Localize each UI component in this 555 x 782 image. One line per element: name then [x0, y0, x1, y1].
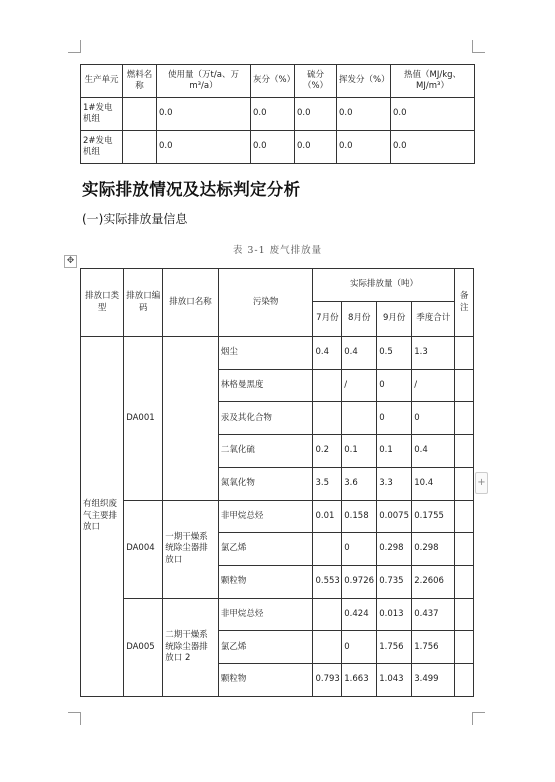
fuel-usage-table	[80, 64, 475, 164]
pollutant-cell: 林格曼黑度	[218, 369, 313, 402]
fuel-cell: 0.0	[295, 98, 337, 131]
crop-mark-bottom-right	[472, 712, 485, 725]
fuel-cell: 0.0	[157, 131, 251, 164]
value-cell: 0.437	[412, 598, 455, 631]
value-cell: 1.663	[342, 664, 377, 697]
header-pollutant: 污染物	[218, 269, 313, 337]
value-cell	[313, 369, 342, 402]
note-cell	[455, 337, 474, 370]
fuel-cell: 0.0	[251, 131, 295, 164]
pollutant-cell: 颗粒物	[218, 664, 313, 697]
note-cell	[455, 598, 474, 631]
pollutant-cell: 非甲烷总烃	[218, 500, 313, 533]
value-cell: 0.1	[342, 435, 377, 468]
header-outlet-type: 排放口类型	[81, 269, 124, 337]
value-cell: 0.1	[377, 435, 412, 468]
outlet-type-cell: 有组织废气主要排放口	[81, 337, 124, 697]
value-cell: 1.756	[377, 631, 412, 664]
fuel-header-cell: 挥发分（%）	[337, 65, 391, 98]
note-cell	[455, 500, 474, 533]
value-cell: 10.4	[412, 467, 455, 500]
fuel-cell: 0.0	[391, 131, 475, 164]
header-month: 8月份	[342, 302, 377, 337]
subsection-title: (一)实际排放量信息	[82, 212, 188, 226]
pollutant-cell: 颗粒物	[218, 566, 313, 599]
header-month: 9月份	[377, 302, 412, 337]
section-title: 实际排放情况及达标判定分析	[82, 180, 301, 199]
header-actual-emission: 实际排放量（吨）	[313, 269, 455, 302]
value-cell: 0.424	[342, 598, 377, 631]
header-month: 7月份	[313, 302, 342, 337]
fuel-cell: 0.0	[251, 98, 295, 131]
value-cell: 3.499	[412, 664, 455, 697]
value-cell: 0.0075	[377, 500, 412, 533]
header-outlet-code: 排放口编码	[124, 269, 163, 337]
value-cell: 0.298	[377, 533, 412, 566]
value-cell: 0.735	[377, 566, 412, 599]
value-cell: 0.553	[313, 566, 342, 599]
value-cell: /	[412, 369, 455, 402]
outlet-name-cell: 一期干燥系统除尘器排放口	[163, 500, 219, 598]
pollutant-cell: 汞及其化合物	[218, 402, 313, 435]
table-row	[81, 98, 475, 131]
table-row	[81, 598, 474, 631]
value-cell: 3.5	[313, 467, 342, 500]
add-row-icon[interactable]: +	[475, 472, 488, 494]
header-month: 季度合计	[412, 302, 455, 337]
value-cell: 0.4	[412, 435, 455, 468]
fuel-cell: 1#发电机组	[81, 98, 123, 131]
value-cell: 0	[377, 369, 412, 402]
outlet-code-cell: DA004	[124, 500, 163, 598]
outlet-name-cell	[163, 337, 219, 501]
table-row	[81, 337, 474, 370]
fuel-cell	[123, 131, 157, 164]
fuel-header-cell: 灰分（%）	[251, 65, 295, 98]
pollutant-cell: 氯乙烯	[218, 631, 313, 664]
note-cell	[455, 533, 474, 566]
value-cell: 0.01	[313, 500, 342, 533]
fuel-cell: 0.0	[337, 98, 391, 131]
pollutant-cell: 非甲烷总烃	[218, 598, 313, 631]
note-cell	[455, 369, 474, 402]
note-cell	[455, 631, 474, 664]
crop-mark-top-right	[472, 40, 485, 53]
table-row	[81, 131, 475, 164]
note-cell	[455, 402, 474, 435]
fuel-header-cell: 燃料名称	[123, 65, 157, 98]
crop-mark-top-left	[68, 40, 81, 53]
crop-mark-bottom-left	[68, 712, 81, 725]
pollutant-cell: 氮氧化物	[218, 467, 313, 500]
value-cell	[313, 598, 342, 631]
fuel-header-cell: 使用量（万t/a、万m³/a）	[157, 65, 251, 98]
pollutant-cell: 二氧化硫	[218, 435, 313, 468]
value-cell	[313, 402, 342, 435]
fuel-header-cell: 硫分（%）	[295, 65, 337, 98]
pollutant-cell: 烟尘	[218, 337, 313, 370]
value-cell: 0.1755	[412, 500, 455, 533]
value-cell: 0.158	[342, 500, 377, 533]
value-cell: 0.4	[342, 337, 377, 370]
value-cell: 1.756	[412, 631, 455, 664]
value-cell: 2.2606	[412, 566, 455, 599]
value-cell: 3.3	[377, 467, 412, 500]
value-cell: 0	[342, 631, 377, 664]
fuel-cell: 0.0	[295, 131, 337, 164]
move-handle-icon[interactable]: ✥	[64, 255, 77, 268]
fuel-cell: 2#发电机组	[81, 131, 123, 164]
value-cell: 0.5	[377, 337, 412, 370]
value-cell: 0.9726	[342, 566, 377, 599]
value-cell: 0.013	[377, 598, 412, 631]
fuel-cell: 0.0	[391, 98, 475, 131]
outlet-code-cell: DA005	[124, 598, 163, 696]
fuel-cell	[123, 98, 157, 131]
note-cell	[455, 664, 474, 697]
value-cell	[342, 402, 377, 435]
fuel-header-cell: 生产单元	[81, 65, 123, 98]
header-outlet-name: 排放口名称	[163, 269, 219, 337]
value-cell: 0.2	[313, 435, 342, 468]
value-cell: 0.298	[412, 533, 455, 566]
value-cell: /	[342, 369, 377, 402]
outlet-code-cell: DA001	[124, 337, 163, 501]
value-cell: 1.043	[377, 664, 412, 697]
value-cell: 0	[342, 533, 377, 566]
value-cell: 3.6	[342, 467, 377, 500]
value-cell: 0.4	[313, 337, 342, 370]
note-cell	[455, 566, 474, 599]
value-cell: 0	[377, 402, 412, 435]
emission-table	[80, 268, 474, 697]
fuel-cell: 0.0	[157, 98, 251, 131]
note-cell	[455, 435, 474, 468]
value-cell	[313, 631, 342, 664]
value-cell	[313, 533, 342, 566]
table-caption: 表 3-1 废气排放量	[232, 245, 323, 256]
note-cell	[455, 467, 474, 500]
pollutant-cell: 氯乙烯	[218, 533, 313, 566]
outlet-name-cell: 二期干燥系统除尘器排放口 2	[163, 598, 219, 696]
value-cell: 0	[412, 402, 455, 435]
fuel-cell: 0.0	[337, 131, 391, 164]
value-cell: 0.793	[313, 664, 342, 697]
value-cell: 1.3	[412, 337, 455, 370]
fuel-header-cell: 热值（MJ/kg、MJ/m³）	[391, 65, 475, 98]
header-note: 备注	[455, 269, 474, 337]
table-row	[81, 500, 474, 533]
